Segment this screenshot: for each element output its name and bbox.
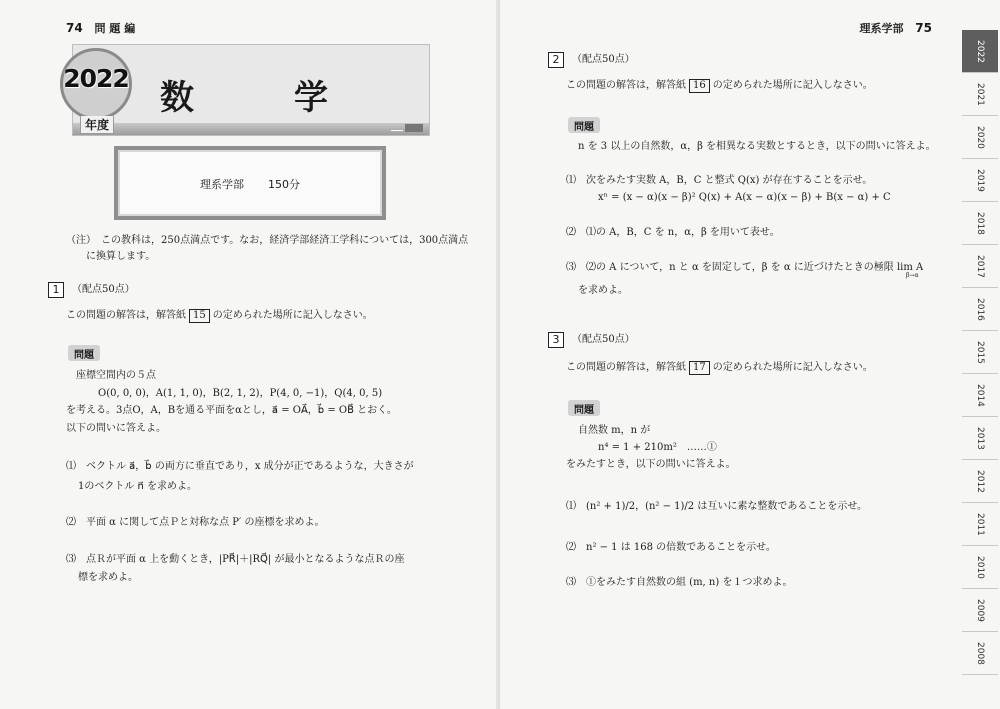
q3-sub1: ⑴ (n² + 1)/2，(n² − 1)/2 は互いに素な整数であることを示せ。 xyxy=(566,501,868,512)
year-tab-2021[interactable]: 2021 xyxy=(962,73,998,116)
q1-sub3-line1: ⑶ 点Ｒが平面 α 上を動くとき，|PR⃗|＋|RQ⃗| が最小となるような点Ｒの座 xyxy=(66,554,405,565)
q1-sub2: ⑵ 平面 α に関して点Ｐと対称な点 P′ の座標を求めよ。 xyxy=(66,517,325,528)
question-2-number: 2 xyxy=(548,52,564,68)
badge-year: 2022 xyxy=(63,64,129,93)
note-line-1: （注） この教科は，250点満点です。なお，経済学部経済工学科については，300点満点 xyxy=(66,235,469,246)
q3-line: をみたすとき，以下の問いに答えよ。 xyxy=(566,459,736,470)
q3-line: 自然数 m，n が xyxy=(578,425,651,436)
year-tab-2015[interactable]: 2015 xyxy=(962,331,998,374)
eraser-icon xyxy=(405,124,423,132)
left-header-label: 問 題 編 xyxy=(94,22,136,35)
year-tab-2012[interactable]: 2012 xyxy=(962,460,998,503)
q1-sub1-line2: 1のベクトル n⃗ を求めよ。 xyxy=(78,481,198,492)
year-tab-2022[interactable]: 2022 xyxy=(962,30,998,73)
mondai-label: 問題 xyxy=(68,345,100,361)
q3-sub3: ⑶ ①をみたす自然数の組 (m, n) を１つ求めよ。 xyxy=(566,577,793,588)
q1-line: 座標空間内の５点 xyxy=(76,370,156,381)
year-tab-2009[interactable]: 2009 xyxy=(962,589,998,632)
answer-sheet-box: 15 xyxy=(189,309,210,323)
q2-sub1-formula: xⁿ = (x − α)(x − β)² Q(x) + A(x − α)(x − β) + B(x − α) + C xyxy=(598,192,891,203)
q2-sub2: ⑵ ⑴の A，B，C を n，α，β を用いて表せ。 xyxy=(566,227,780,238)
chalk-icon xyxy=(390,129,404,132)
year-tab-2018[interactable]: 2018 xyxy=(962,202,998,245)
right-page-header xyxy=(859,20,932,36)
q2-sub3-line1: ⑶ ⑵の A について，n と α を固定して，β を α に近づけたときの極限 lim A xyxy=(566,262,924,273)
right-page-number: 75 xyxy=(915,21,932,35)
q1-line: 以下の問いに答えよ。 xyxy=(66,423,166,434)
year-tab-2010[interactable]: 2010 xyxy=(962,546,998,589)
year-tab-2020[interactable]: 2020 xyxy=(962,116,998,159)
note-line-2: に換算します。 xyxy=(86,251,156,262)
q1-sub1-line1: ⑴ ベクトル a⃗，b⃗ の両方に垂直であり，x 成分が正であるような，大きさが xyxy=(66,461,414,472)
q1-line: を考える。3点O，A，Bを通る平面をαとし，a⃗ = OA⃗，b⃗ = OB⃗ とおく。 xyxy=(66,405,397,416)
question-3-points: （配点50点） xyxy=(572,334,635,345)
question-1-number: 1 xyxy=(48,282,64,298)
mondai-label: 問題 xyxy=(568,400,600,416)
question-1-instruction: この問題の解答は，解答紙 15 の定められた場所に記入しなさい。 xyxy=(66,310,373,321)
year-tab-2014[interactable]: 2014 xyxy=(962,374,998,417)
q1-line: O(0, 0, 0)，A(1, 1, 0)，B(2, 1, 2)，P(4, 0, −1)，Q(4, 0, 5) xyxy=(98,388,383,399)
right-header-label: 理系学部 xyxy=(859,22,904,35)
year-tab-2008[interactable]: 2008 xyxy=(962,632,998,675)
question-1-points: （配点50点） xyxy=(72,284,135,295)
year-tab-2013[interactable]: 2013 xyxy=(962,417,998,460)
question-2-instruction: この問題の解答は，解答紙 16 の定められた場所に記入しなさい。 xyxy=(566,80,873,91)
question-3-instruction: この問題の解答は，解答紙 17 の定められた場所に記入しなさい。 xyxy=(566,362,873,373)
q2-limit-subscript: β→α xyxy=(906,272,919,279)
badge-nendo: 年度 xyxy=(80,116,114,134)
year-tabs xyxy=(962,30,998,675)
q3-equation: n⁴ = 1 + 210m² ……① xyxy=(598,442,717,453)
q2-sub3-line2: を求めよ。 xyxy=(578,285,628,296)
left-page-header xyxy=(66,20,135,36)
answer-sheet-box: 17 xyxy=(689,361,710,375)
time-box-time: 150分 xyxy=(268,178,300,191)
q3-sub2: ⑵ n² − 1 は 168 の倍数であることを示せ。 xyxy=(566,542,776,553)
q1-sub3-line2: 標を求めよ。 xyxy=(78,572,138,583)
right-page xyxy=(500,0,1000,709)
time-box xyxy=(114,146,386,220)
question-2-points: （配点50点） xyxy=(572,54,635,65)
left-page-number: 74 xyxy=(66,21,83,35)
time-box-dept: 理系学部 xyxy=(200,178,244,191)
question-3-number: 3 xyxy=(548,332,564,348)
answer-sheet-box: 16 xyxy=(689,79,710,93)
q2-intro: n を 3 以上の自然数，α，β を相異なる実数とするとき，以下の問いに答えよ。 xyxy=(578,141,936,152)
subject-title: 数学 xyxy=(160,78,428,118)
year-tab-2019[interactable]: 2019 xyxy=(962,159,998,202)
year-tab-2011[interactable]: 2011 xyxy=(962,503,998,546)
mondai-label: 問題 xyxy=(568,117,600,133)
year-tab-2016[interactable]: 2016 xyxy=(962,288,998,331)
q2-sub1-line1: ⑴ 次をみたす実数 A，B，C と整式 Q(x) が存在することを示せ。 xyxy=(566,175,873,186)
year-tab-2017[interactable]: 2017 xyxy=(962,245,998,288)
